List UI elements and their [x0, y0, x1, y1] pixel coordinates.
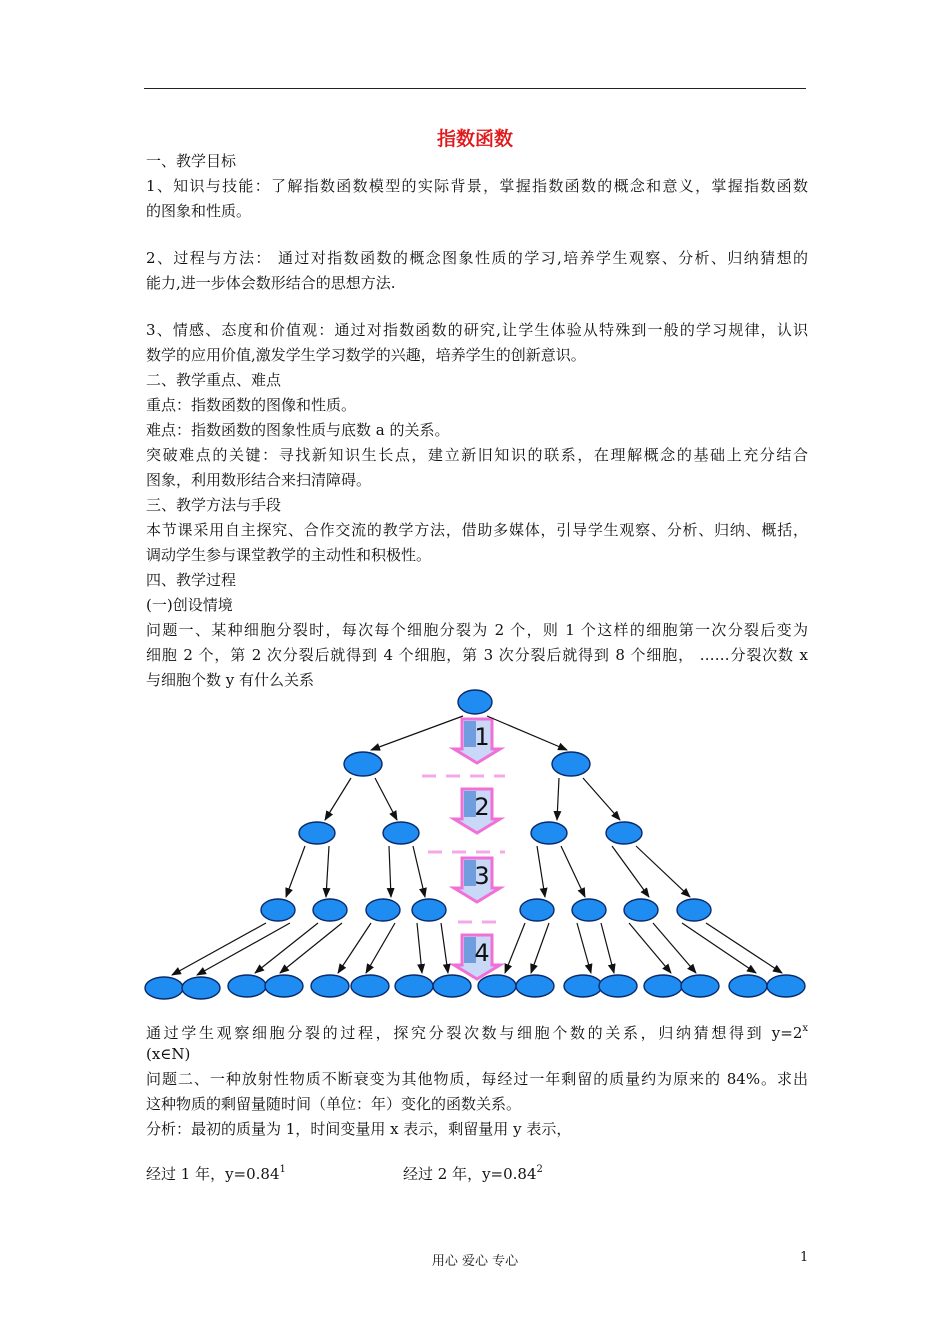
- step-arrow: [454, 858, 500, 902]
- paragraph-line: 3、情感、态度和价值观：通过对指数函数的研究,让学生体验从特殊到一般的学习规律，认识: [146, 321, 808, 339]
- division-arrow: [629, 923, 671, 973]
- paragraph-line: 的图象和性质。: [146, 202, 252, 220]
- cell: [383, 822, 419, 844]
- paragraph-line: 分析：最初的质量为 1，时间变量用 x 表示，剩留量用 y 表示，: [146, 1120, 572, 1138]
- cell: [311, 975, 349, 997]
- paragraph-line: 数学的应用价值,激发学生学习数学的兴趣，培养学生的创新意识。: [146, 346, 586, 364]
- step-label: 3: [474, 862, 490, 890]
- cell: [767, 975, 805, 997]
- exponent: x: [802, 1023, 808, 1034]
- division-arrow: [197, 923, 290, 975]
- header-rule: [144, 88, 806, 89]
- conclusion-text: 通过学生观察细胞分裂的过程，探究分裂次数与细胞个数的关系，归纳猜想得到 y=2: [146, 1024, 803, 1042]
- paragraph-line: 问题二、一种放射性物质不断衰变为其他物质，每经过一年剩留的质量约为原来的 84%。求出: [146, 1070, 808, 1088]
- step-arrow: [454, 935, 500, 979]
- division-arrow: [325, 778, 351, 820]
- paragraph-line: 难点：指数函数的图象性质与底数 a 的关系。: [146, 421, 450, 439]
- cell: [351, 975, 389, 997]
- cell: [624, 899, 658, 921]
- cell: [265, 975, 303, 997]
- division-arrow: [326, 846, 329, 897]
- page-title: 指数函数: [436, 128, 513, 150]
- division-arrow: [338, 923, 371, 973]
- cell: [261, 899, 295, 921]
- paragraph-line: 调动学生参与课堂教学的主动性和积极性。: [146, 546, 432, 564]
- section-heading: 三、教学方法与手段: [146, 496, 282, 514]
- step-label: 1: [474, 723, 490, 751]
- division-arrow: [487, 716, 567, 750]
- page-number: 1: [800, 1250, 809, 1265]
- cell: [531, 822, 567, 844]
- cell: [599, 975, 637, 997]
- paragraph-line: [146, 1019, 808, 1043]
- step-label: 4: [474, 939, 490, 967]
- division-arrow: [366, 923, 395, 973]
- cell: [552, 752, 590, 776]
- cell: [677, 899, 711, 921]
- exponent: 2: [536, 1164, 543, 1175]
- division-arrow: [531, 923, 549, 973]
- cell: [729, 975, 767, 997]
- division-arrow: [172, 923, 266, 975]
- cell: [299, 822, 335, 844]
- formula-line-1: 经过 1 年，$y=0.84^1$: [146, 1164, 286, 1183]
- paragraph-line: 图象，利用数形结合来扫清障碍。: [146, 471, 372, 489]
- division-arrow: [653, 923, 696, 973]
- division-arrow: [505, 923, 525, 973]
- paragraph-line: 本节课采用自主探究、合作交流的教学方法，借助多媒体，引导学生观察、分析、归纳、概括，: [146, 521, 808, 539]
- paragraph-line: 与细胞个数 y 有什么关系: [146, 671, 315, 689]
- cell: [681, 975, 719, 997]
- subsection-heading: (一)创设情境: [146, 596, 233, 614]
- division-arrow: [557, 778, 559, 820]
- cell: [644, 975, 682, 997]
- division-arrow: [389, 846, 391, 897]
- paragraph-line: 问题一、某种细胞分裂时，每次每个细胞分裂为 2 个，则 1 个这样的细胞第一次分裂后变为: [146, 621, 808, 639]
- cell: [564, 975, 602, 997]
- paragraph-line: 突破难点的关键：寻找新知识生长点，建立新旧知识的联系，在理解概念的基础上充分结合: [146, 446, 808, 464]
- cell: [313, 899, 347, 921]
- section-heading: 二、教学重点、难点: [146, 371, 282, 389]
- division-arrow: [561, 846, 585, 897]
- section-heading: 四、教学过程: [146, 571, 237, 589]
- exponent: 1: [279, 1164, 286, 1175]
- paragraph-line: 2、过程与方法： 通过对指数函数的概念图象性质的学习,培养学生观察、分析、归纳猜想的: [146, 249, 808, 267]
- division-arrow: [441, 923, 448, 973]
- step-label: 2: [474, 793, 490, 821]
- step-arrow: [454, 789, 500, 833]
- paragraph-line: 1、知识与技能：了解指数函数模型的实际背景，掌握指数函数的概念和意义，掌握指数函数: [146, 177, 808, 195]
- cell: [228, 975, 266, 997]
- paragraph-line: 能力,进一步体会数形结合的思想方法.: [146, 274, 396, 292]
- cell: [478, 975, 516, 997]
- formula-line-2: 经过 2 年，$y=0.84^2$: [403, 1164, 543, 1183]
- cell: [516, 975, 554, 997]
- cell: [412, 899, 446, 921]
- cell: [182, 977, 220, 999]
- division-arrow: [601, 923, 614, 973]
- cell: [606, 822, 642, 844]
- cell: [145, 977, 183, 999]
- cell: [458, 690, 492, 714]
- footer-text: 用心 爱心 专心: [431, 1254, 519, 1269]
- division-arrow: [255, 923, 318, 973]
- cell: [366, 899, 400, 921]
- cell: [433, 975, 471, 997]
- step-arrow: [454, 719, 500, 763]
- section-heading: 一、教学目标: [146, 152, 237, 170]
- division-arrow: [417, 923, 422, 973]
- cell: [520, 899, 554, 921]
- division-arrow: [371, 716, 463, 750]
- division-arrow: [537, 846, 545, 897]
- cell: [395, 975, 433, 997]
- cell: [572, 899, 606, 921]
- cell-division-diagram: [140, 686, 820, 1006]
- paragraph-line: (x∈N): [146, 1045, 191, 1063]
- division-arrow: [280, 923, 342, 973]
- paragraph-line: 细胞 2 个，第 2 次分裂后就得到 4 个细胞，第 3 次分裂后就得到 8 个细胞， ……分裂次数 x: [146, 646, 808, 664]
- cell: [344, 752, 382, 776]
- division-arrow: [583, 778, 620, 820]
- paragraph-line: 重点：指数函数的图像和性质。: [146, 396, 357, 414]
- division-arrow: [286, 846, 305, 897]
- paragraph-line: 这种物质的剩留量随时间（单位：年）变化的函数关系。: [146, 1095, 522, 1113]
- division-arrow: [413, 846, 425, 897]
- division-arrow: [577, 923, 591, 973]
- division-arrow: [375, 778, 397, 820]
